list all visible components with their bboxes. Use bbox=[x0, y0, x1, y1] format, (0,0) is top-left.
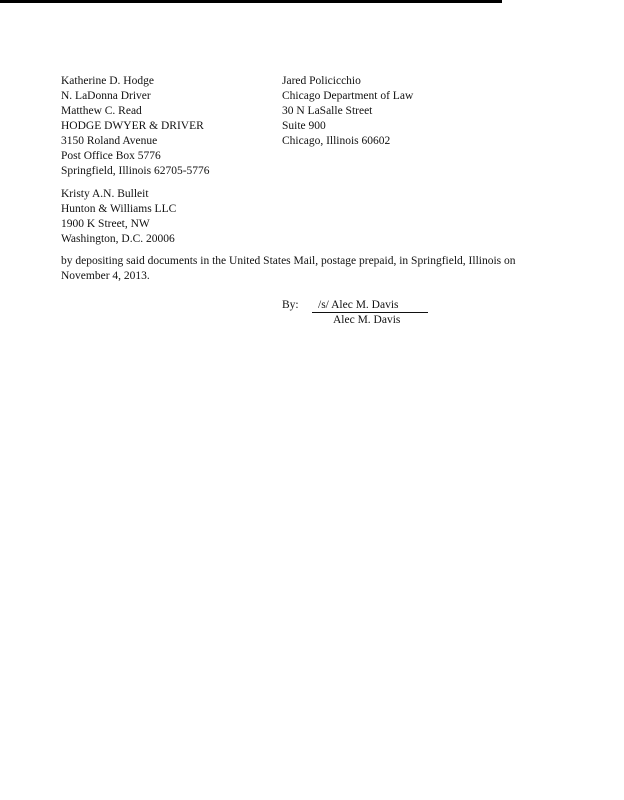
signature-row bbox=[282, 298, 428, 313]
service-statement: by depositing said documents in the United States Mail, postage prepaid, in Springfield, Illinois on November 4, 2013. bbox=[61, 255, 516, 282]
address-line: Matthew C. Read bbox=[61, 105, 142, 117]
recipient-address-policicchio bbox=[282, 74, 413, 149]
address-line: Chicago, Illinois 60602 bbox=[282, 135, 391, 147]
address-line: Suite 900 bbox=[282, 120, 326, 132]
signature-by-label: By: bbox=[282, 299, 299, 311]
signer-printed-name: Alec M. Davis bbox=[333, 314, 401, 326]
top-border-line bbox=[0, 0, 502, 3]
address-line: Washington, D.C. 20006 bbox=[61, 233, 175, 245]
address-line: Katherine D. Hodge bbox=[61, 75, 154, 87]
address-line: 30 N LaSalle Street bbox=[282, 105, 373, 117]
electronic-signature: /s/ Alec M. Davis bbox=[312, 299, 428, 313]
address-line: Springfield, Illinois 62705-5776 bbox=[61, 165, 210, 177]
address-line: N. LaDonna Driver bbox=[61, 90, 151, 102]
address-line: Hunton & Williams LLC bbox=[61, 203, 177, 215]
address-line: Jared Policicchio bbox=[282, 75, 361, 87]
address-line: Kristy A.N. Bulleit bbox=[61, 188, 149, 200]
address-line: Chicago Department of Law bbox=[282, 90, 414, 102]
recipient-address-hodge bbox=[61, 74, 210, 179]
address-line: Post Office Box 5776 bbox=[61, 150, 161, 162]
recipient-address-bulleit bbox=[61, 187, 176, 247]
address-line: HODGE DWYER & DRIVER bbox=[61, 120, 204, 132]
address-line: 3150 Roland Avenue bbox=[61, 135, 158, 147]
address-line: 1900 K Street, NW bbox=[61, 218, 150, 230]
